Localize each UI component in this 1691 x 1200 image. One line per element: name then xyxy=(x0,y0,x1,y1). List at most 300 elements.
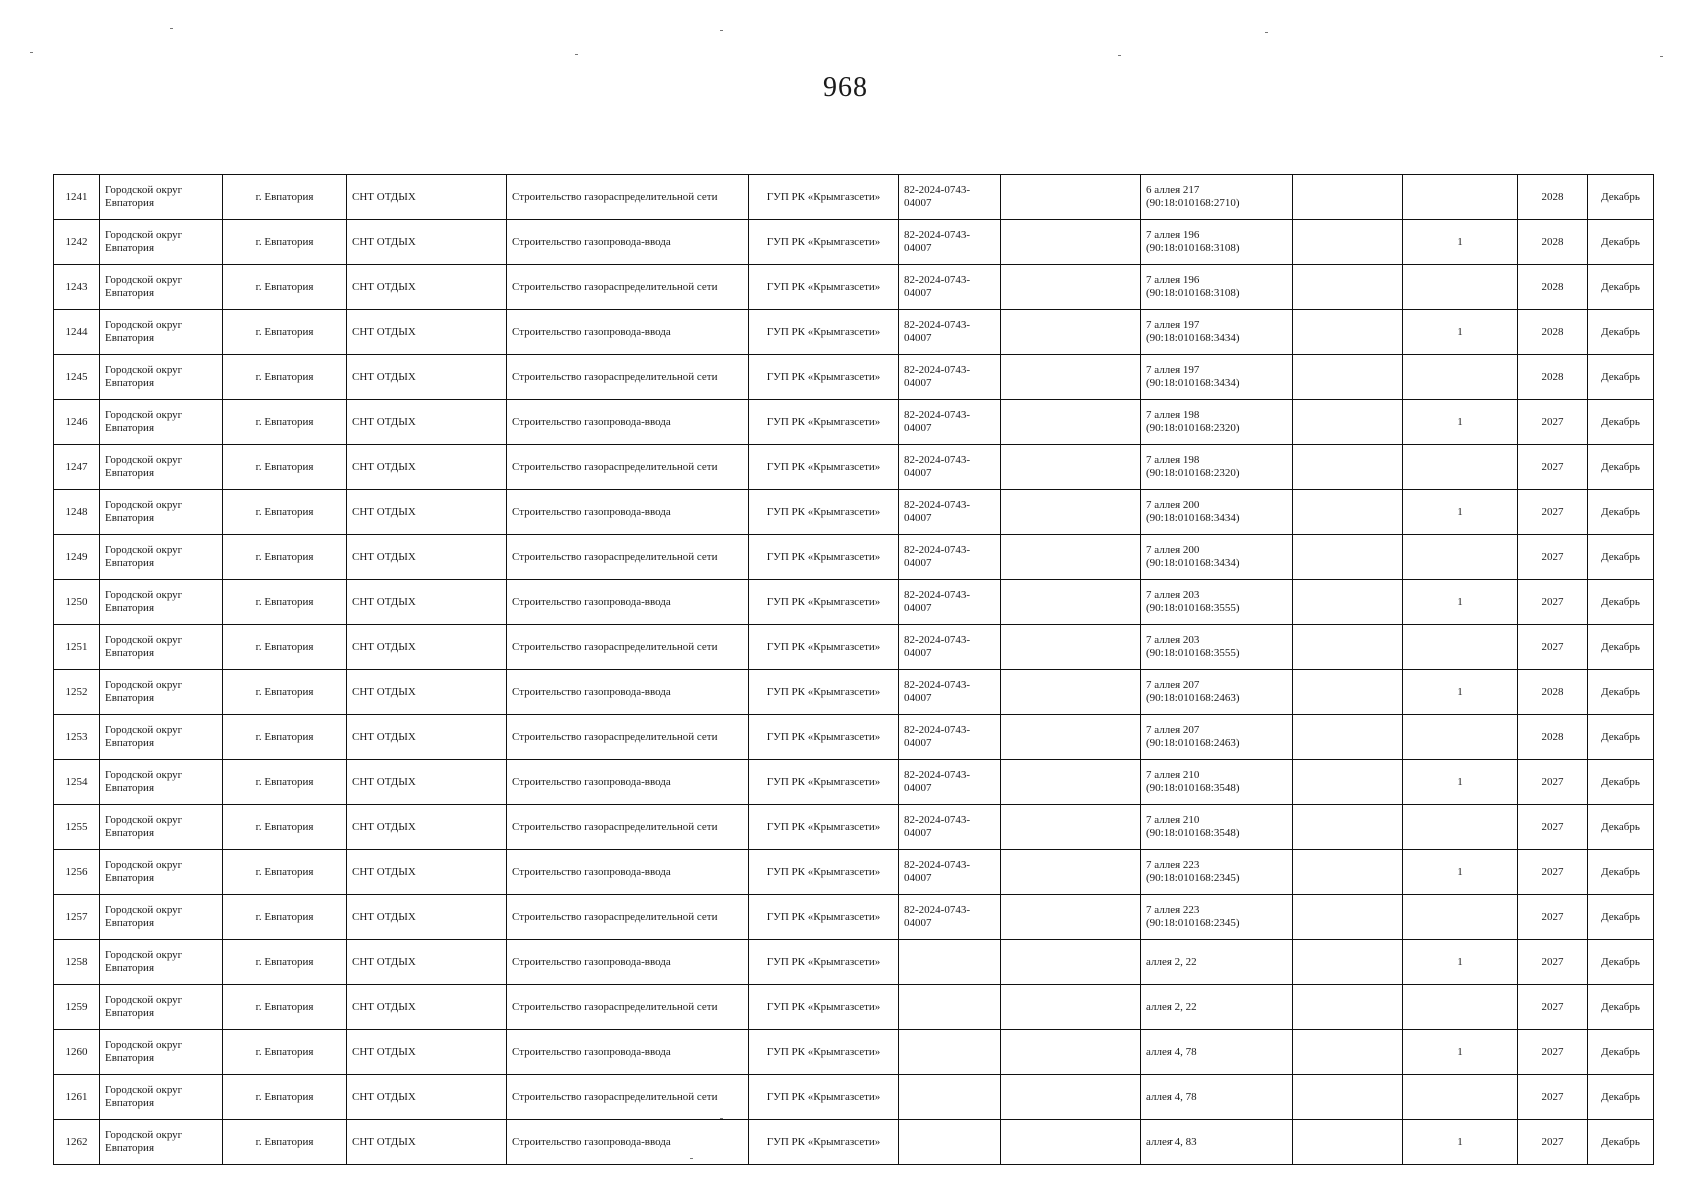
scan-speck xyxy=(170,28,173,29)
work-type-cell: Строительство газопровода-ввода xyxy=(507,1030,749,1075)
work-type-cell: Строительство газопровода-ввода xyxy=(507,580,749,625)
year-cell: 2027 xyxy=(1518,445,1588,490)
address-cell: 7 аллея 207 (90:18:010168:2463) xyxy=(1141,670,1293,715)
scan-speck xyxy=(30,52,33,53)
empty-cell xyxy=(1293,895,1403,940)
year-cell: 2027 xyxy=(1518,895,1588,940)
organization-cell: ГУП РК «Крымгазсети» xyxy=(749,490,899,535)
row-number-cell: 1255 xyxy=(54,805,100,850)
month-cell: Декабрь xyxy=(1588,220,1654,265)
row-number-cell: 1241 xyxy=(54,175,100,220)
object-cell: СНТ ОТДЫХ xyxy=(347,310,507,355)
organization-cell: ГУП РК «Крымгазсети» xyxy=(749,1075,899,1120)
year-cell: 2027 xyxy=(1518,1030,1588,1075)
empty-cell xyxy=(1293,940,1403,985)
table-row xyxy=(54,985,1654,1030)
district-cell: Городской округ Евпатория xyxy=(100,625,223,670)
program-code-cell: 82-2024-0743-04007 xyxy=(899,715,1001,760)
empty-cell xyxy=(1293,760,1403,805)
locality-cell: г. Евпатория xyxy=(223,1120,347,1165)
object-cell: СНТ ОТДЫХ xyxy=(347,670,507,715)
row-number-cell: 1244 xyxy=(54,310,100,355)
table-row xyxy=(54,1075,1654,1120)
empty-cell xyxy=(1001,580,1141,625)
year-cell: 2028 xyxy=(1518,715,1588,760)
count-cell xyxy=(1403,355,1518,400)
work-type-cell: Строительство газопровода-ввода xyxy=(507,1120,749,1165)
empty-cell xyxy=(1293,805,1403,850)
year-cell: 2027 xyxy=(1518,400,1588,445)
year-cell: 2027 xyxy=(1518,985,1588,1030)
organization-cell: ГУП РК «Крымгазсети» xyxy=(749,760,899,805)
empty-cell xyxy=(1001,760,1141,805)
address-cell: 7 аллея 200 (90:18:010168:3434) xyxy=(1141,490,1293,535)
program-code-cell: 82-2024-0743-04007 xyxy=(899,175,1001,220)
work-type-cell: Строительство газораспределительной сети xyxy=(507,175,749,220)
month-cell: Декабрь xyxy=(1588,940,1654,985)
work-type-cell: Строительство газораспределительной сети xyxy=(507,535,749,580)
work-type-cell: Строительство газопровода-ввода xyxy=(507,850,749,895)
organization-cell: ГУП РК «Крымгазсети» xyxy=(749,445,899,490)
count-cell: 1 xyxy=(1403,670,1518,715)
table-row xyxy=(54,625,1654,670)
row-number-cell: 1245 xyxy=(54,355,100,400)
row-number-cell: 1254 xyxy=(54,760,100,805)
program-code-cell: 82-2024-0743-04007 xyxy=(899,850,1001,895)
district-cell: Городской округ Евпатория xyxy=(100,310,223,355)
district-cell: Городской округ Евпатория xyxy=(100,445,223,490)
year-cell: 2027 xyxy=(1518,535,1588,580)
work-type-cell: Строительство газораспределительной сети xyxy=(507,715,749,760)
month-cell: Декабрь xyxy=(1588,670,1654,715)
month-cell: Декабрь xyxy=(1588,1120,1654,1165)
work-type-cell: Строительство газопровода-ввода xyxy=(507,490,749,535)
scan-speck xyxy=(1118,55,1121,56)
district-cell: Городской округ Евпатория xyxy=(100,670,223,715)
table-row xyxy=(54,1120,1654,1165)
locality-cell: г. Евпатория xyxy=(223,895,347,940)
address-cell: аллея 2, 22 xyxy=(1141,940,1293,985)
district-cell: Городской округ Евпатория xyxy=(100,535,223,580)
row-number-cell: 1242 xyxy=(54,220,100,265)
work-type-cell: Строительство газораспределительной сети xyxy=(507,445,749,490)
work-type-cell: Строительство газораспределительной сети xyxy=(507,985,749,1030)
organization-cell: ГУП РК «Крымгазсети» xyxy=(749,535,899,580)
scan-speck xyxy=(1660,56,1663,57)
month-cell: Декабрь xyxy=(1588,985,1654,1030)
table-row xyxy=(54,175,1654,220)
table-row xyxy=(54,805,1654,850)
year-cell: 2027 xyxy=(1518,760,1588,805)
empty-cell xyxy=(1001,310,1141,355)
locality-cell: г. Евпатория xyxy=(223,625,347,670)
locality-cell: г. Евпатория xyxy=(223,940,347,985)
count-cell xyxy=(1403,625,1518,670)
month-cell: Декабрь xyxy=(1588,175,1654,220)
year-cell: 2028 xyxy=(1518,175,1588,220)
address-cell: аллея 4, 78 xyxy=(1141,1075,1293,1120)
locality-cell: г. Евпатория xyxy=(223,535,347,580)
row-number-cell: 1261 xyxy=(54,1075,100,1120)
program-code-cell: 82-2024-0743-04007 xyxy=(899,445,1001,490)
count-cell: 1 xyxy=(1403,940,1518,985)
table-row xyxy=(54,355,1654,400)
count-cell: 1 xyxy=(1403,850,1518,895)
organization-cell: ГУП РК «Крымгазсети» xyxy=(749,400,899,445)
year-cell: 2027 xyxy=(1518,625,1588,670)
empty-cell xyxy=(1001,400,1141,445)
locality-cell: г. Евпатория xyxy=(223,1030,347,1075)
address-cell: 7 аллея 203 (90:18:010168:3555) xyxy=(1141,625,1293,670)
empty-cell xyxy=(1293,580,1403,625)
empty-cell xyxy=(1293,1120,1403,1165)
empty-cell xyxy=(1001,625,1141,670)
count-cell: 1 xyxy=(1403,490,1518,535)
month-cell: Декабрь xyxy=(1588,445,1654,490)
object-cell: СНТ ОТДЫХ xyxy=(347,940,507,985)
empty-cell xyxy=(1001,265,1141,310)
year-cell: 2027 xyxy=(1518,1075,1588,1120)
organization-cell: ГУП РК «Крымгазсети» xyxy=(749,175,899,220)
object-cell: СНТ ОТДЫХ xyxy=(347,1120,507,1165)
program-code-cell xyxy=(899,985,1001,1030)
registry-body xyxy=(54,175,1654,1165)
program-code-cell: 82-2024-0743-04007 xyxy=(899,355,1001,400)
address-cell: 7 аллея 196 (90:18:010168:3108) xyxy=(1141,265,1293,310)
address-cell: 7 аллея 207 (90:18:010168:2463) xyxy=(1141,715,1293,760)
month-cell: Декабрь xyxy=(1588,1075,1654,1120)
empty-cell xyxy=(1293,265,1403,310)
organization-cell: ГУП РК «Крымгазсети» xyxy=(749,310,899,355)
row-number-cell: 1258 xyxy=(54,940,100,985)
empty-cell xyxy=(1001,175,1141,220)
empty-cell xyxy=(1293,715,1403,760)
empty-cell xyxy=(1001,535,1141,580)
year-cell: 2027 xyxy=(1518,490,1588,535)
work-type-cell: Строительство газораспределительной сети xyxy=(507,1075,749,1120)
district-cell: Городской округ Евпатория xyxy=(100,220,223,265)
object-cell: СНТ ОТДЫХ xyxy=(347,805,507,850)
month-cell: Декабрь xyxy=(1588,535,1654,580)
row-number-cell: 1259 xyxy=(54,985,100,1030)
object-cell: СНТ ОТДЫХ xyxy=(347,580,507,625)
district-cell: Городской округ Евпатория xyxy=(100,850,223,895)
table-row xyxy=(54,490,1654,535)
district-cell: Городской округ Евпатория xyxy=(100,355,223,400)
count-cell xyxy=(1403,715,1518,760)
month-cell: Декабрь xyxy=(1588,265,1654,310)
work-type-cell: Строительство газопровода-ввода xyxy=(507,310,749,355)
address-cell: 7 аллея 198 (90:18:010168:2320) xyxy=(1141,400,1293,445)
work-type-cell: Строительство газораспределительной сети xyxy=(507,895,749,940)
work-type-cell: Строительство газопровода-ввода xyxy=(507,220,749,265)
count-cell xyxy=(1403,985,1518,1030)
program-code-cell: 82-2024-0743-04007 xyxy=(899,490,1001,535)
table-row xyxy=(54,895,1654,940)
table-row xyxy=(54,310,1654,355)
year-cell: 2028 xyxy=(1518,355,1588,400)
address-cell: 7 аллея 223 (90:18:010168:2345) xyxy=(1141,895,1293,940)
empty-cell xyxy=(1293,1075,1403,1120)
row-number-cell: 1253 xyxy=(54,715,100,760)
object-cell: СНТ ОТДЫХ xyxy=(347,400,507,445)
object-cell: СНТ ОТДЫХ xyxy=(347,1030,507,1075)
row-number-cell: 1257 xyxy=(54,895,100,940)
locality-cell: г. Евпатория xyxy=(223,715,347,760)
work-type-cell: Строительство газопровода-ввода xyxy=(507,940,749,985)
object-cell: СНТ ОТДЫХ xyxy=(347,535,507,580)
month-cell: Декабрь xyxy=(1588,490,1654,535)
object-cell: СНТ ОТДЫХ xyxy=(347,715,507,760)
program-code-cell: 82-2024-0743-04007 xyxy=(899,220,1001,265)
work-type-cell: Строительство газопровода-ввода xyxy=(507,670,749,715)
object-cell: СНТ ОТДЫХ xyxy=(347,265,507,310)
scan-speck xyxy=(1265,32,1268,33)
empty-cell xyxy=(1293,400,1403,445)
object-cell: СНТ ОТДЫХ xyxy=(347,895,507,940)
program-code-cell xyxy=(899,940,1001,985)
program-code-cell: 82-2024-0743-04007 xyxy=(899,265,1001,310)
program-code-cell: 82-2024-0743-04007 xyxy=(899,400,1001,445)
month-cell: Декабрь xyxy=(1588,400,1654,445)
table-row xyxy=(54,580,1654,625)
row-number-cell: 1249 xyxy=(54,535,100,580)
locality-cell: г. Евпатория xyxy=(223,580,347,625)
address-cell: 7 аллея 197 (90:18:010168:3434) xyxy=(1141,355,1293,400)
locality-cell: г. Евпатория xyxy=(223,490,347,535)
empty-cell xyxy=(1293,220,1403,265)
empty-cell xyxy=(1293,985,1403,1030)
object-cell: СНТ ОТДЫХ xyxy=(347,985,507,1030)
work-type-cell: Строительство газораспределительной сети xyxy=(507,355,749,400)
locality-cell: г. Евпатория xyxy=(223,670,347,715)
empty-cell xyxy=(1293,310,1403,355)
program-code-cell xyxy=(899,1075,1001,1120)
locality-cell: г. Евпатория xyxy=(223,850,347,895)
empty-cell xyxy=(1293,625,1403,670)
row-number-cell: 1247 xyxy=(54,445,100,490)
district-cell: Городской округ Евпатория xyxy=(100,265,223,310)
program-code-cell: 82-2024-0743-04007 xyxy=(899,895,1001,940)
count-cell: 1 xyxy=(1403,1120,1518,1165)
object-cell: СНТ ОТДЫХ xyxy=(347,760,507,805)
district-cell: Городской округ Евпатория xyxy=(100,175,223,220)
organization-cell: ГУП РК «Крымгазсети» xyxy=(749,850,899,895)
year-cell: 2028 xyxy=(1518,310,1588,355)
month-cell: Декабрь xyxy=(1588,805,1654,850)
empty-cell xyxy=(1001,715,1141,760)
locality-cell: г. Евпатория xyxy=(223,310,347,355)
empty-cell xyxy=(1293,490,1403,535)
month-cell: Декабрь xyxy=(1588,625,1654,670)
year-cell: 2027 xyxy=(1518,1120,1588,1165)
empty-cell xyxy=(1001,1120,1141,1165)
organization-cell: ГУП РК «Крымгазсети» xyxy=(749,625,899,670)
count-cell: 1 xyxy=(1403,400,1518,445)
count-cell: 1 xyxy=(1403,760,1518,805)
year-cell: 2027 xyxy=(1518,940,1588,985)
month-cell: Декабрь xyxy=(1588,310,1654,355)
empty-cell xyxy=(1001,490,1141,535)
address-cell: 7 аллея 196 (90:18:010168:3108) xyxy=(1141,220,1293,265)
row-number-cell: 1250 xyxy=(54,580,100,625)
year-cell: 2028 xyxy=(1518,220,1588,265)
count-cell xyxy=(1403,265,1518,310)
locality-cell: г. Евпатория xyxy=(223,355,347,400)
work-type-cell: Строительство газопровода-ввода xyxy=(507,400,749,445)
address-cell: 7 аллея 210 (90:18:010168:3548) xyxy=(1141,760,1293,805)
count-cell: 1 xyxy=(1403,310,1518,355)
empty-cell xyxy=(1001,985,1141,1030)
month-cell: Декабрь xyxy=(1588,355,1654,400)
table-row xyxy=(54,400,1654,445)
organization-cell: ГУП РК «Крымгазсети» xyxy=(749,715,899,760)
count-cell xyxy=(1403,895,1518,940)
program-code-cell: 82-2024-0743-04007 xyxy=(899,625,1001,670)
object-cell: СНТ ОТДЫХ xyxy=(347,445,507,490)
program-code-cell: 82-2024-0743-04007 xyxy=(899,760,1001,805)
count-cell xyxy=(1403,175,1518,220)
locality-cell: г. Евпатория xyxy=(223,805,347,850)
address-cell: 7 аллея 197 (90:18:010168:3434) xyxy=(1141,310,1293,355)
year-cell: 2027 xyxy=(1518,580,1588,625)
object-cell: СНТ ОТДЫХ xyxy=(347,490,507,535)
district-cell: Городской округ Евпатория xyxy=(100,1030,223,1075)
locality-cell: г. Евпатория xyxy=(223,985,347,1030)
address-cell: аллея 2, 22 xyxy=(1141,985,1293,1030)
count-cell: 1 xyxy=(1403,580,1518,625)
row-number-cell: 1260 xyxy=(54,1030,100,1075)
empty-cell xyxy=(1001,670,1141,715)
scan-speck xyxy=(575,54,578,55)
program-code-cell: 82-2024-0743-04007 xyxy=(899,535,1001,580)
month-cell: Декабрь xyxy=(1588,715,1654,760)
program-code-cell: 82-2024-0743-04007 xyxy=(899,670,1001,715)
year-cell: 2027 xyxy=(1518,850,1588,895)
organization-cell: ГУП РК «Крымгазсети» xyxy=(749,355,899,400)
address-cell: аллея 4, 83 xyxy=(1141,1120,1293,1165)
empty-cell xyxy=(1293,445,1403,490)
object-cell: СНТ ОТДЫХ xyxy=(347,175,507,220)
district-cell: Городской округ Евпатория xyxy=(100,895,223,940)
empty-cell xyxy=(1293,670,1403,715)
program-code-cell: 82-2024-0743-04007 xyxy=(899,805,1001,850)
empty-cell xyxy=(1001,895,1141,940)
empty-cell xyxy=(1001,445,1141,490)
row-number-cell: 1256 xyxy=(54,850,100,895)
object-cell: СНТ ОТДЫХ xyxy=(347,850,507,895)
empty-cell xyxy=(1293,355,1403,400)
empty-cell xyxy=(1001,850,1141,895)
count-cell: 1 xyxy=(1403,220,1518,265)
count-cell xyxy=(1403,445,1518,490)
count-cell xyxy=(1403,1075,1518,1120)
month-cell: Декабрь xyxy=(1588,895,1654,940)
work-type-cell: Строительство газораспределительной сети xyxy=(507,805,749,850)
empty-cell xyxy=(1001,220,1141,265)
address-cell: 7 аллея 200 (90:18:010168:3434) xyxy=(1141,535,1293,580)
row-number-cell: 1248 xyxy=(54,490,100,535)
work-type-cell: Строительство газопровода-ввода xyxy=(507,760,749,805)
table-row xyxy=(54,1030,1654,1075)
locality-cell: г. Евпатория xyxy=(223,400,347,445)
table-row xyxy=(54,940,1654,985)
district-cell: Городской округ Евпатория xyxy=(100,715,223,760)
program-code-cell: 82-2024-0743-04007 xyxy=(899,310,1001,355)
address-cell: 7 аллея 203 (90:18:010168:3555) xyxy=(1141,580,1293,625)
organization-cell: ГУП РК «Крымгазсети» xyxy=(749,220,899,265)
empty-cell xyxy=(1293,175,1403,220)
object-cell: СНТ ОТДЫХ xyxy=(347,355,507,400)
address-cell: 7 аллея 198 (90:18:010168:2320) xyxy=(1141,445,1293,490)
row-number-cell: 1262 xyxy=(54,1120,100,1165)
month-cell: Декабрь xyxy=(1588,1030,1654,1075)
count-cell: 1 xyxy=(1403,1030,1518,1075)
table-row xyxy=(54,670,1654,715)
district-cell: Городской округ Евпатория xyxy=(100,940,223,985)
organization-cell: ГУП РК «Крымгазсети» xyxy=(749,985,899,1030)
organization-cell: ГУП РК «Крымгазсети» xyxy=(749,265,899,310)
count-cell xyxy=(1403,535,1518,580)
table-row xyxy=(54,760,1654,805)
empty-cell xyxy=(1001,1030,1141,1075)
district-cell: Городской округ Евпатория xyxy=(100,490,223,535)
empty-cell xyxy=(1001,940,1141,985)
district-cell: Городской округ Евпатория xyxy=(100,760,223,805)
scan-speck xyxy=(720,30,723,31)
organization-cell: ГУП РК «Крымгазсети» xyxy=(749,1120,899,1165)
program-code-cell xyxy=(899,1120,1001,1165)
month-cell: Декабрь xyxy=(1588,850,1654,895)
address-cell: 7 аллея 210 (90:18:010168:3548) xyxy=(1141,805,1293,850)
empty-cell xyxy=(1001,355,1141,400)
table-row xyxy=(54,265,1654,310)
row-number-cell: 1246 xyxy=(54,400,100,445)
table-row xyxy=(54,715,1654,760)
object-cell: СНТ ОТДЫХ xyxy=(347,625,507,670)
empty-cell xyxy=(1001,1075,1141,1120)
locality-cell: г. Евпатория xyxy=(223,445,347,490)
district-cell: Городской округ Евпатория xyxy=(100,400,223,445)
work-type-cell: Строительство газораспределительной сети xyxy=(507,625,749,670)
empty-cell xyxy=(1293,1030,1403,1075)
district-cell: Городской округ Евпатория xyxy=(100,580,223,625)
program-code-cell: 82-2024-0743-04007 xyxy=(899,580,1001,625)
empty-cell xyxy=(1293,535,1403,580)
page-number: 968 xyxy=(823,72,868,103)
locality-cell: г. Евпатория xyxy=(223,1075,347,1120)
locality-cell: г. Евпатория xyxy=(223,220,347,265)
organization-cell: ГУП РК «Крымгазсети» xyxy=(749,670,899,715)
object-cell: СНТ ОТДЫХ xyxy=(347,220,507,265)
organization-cell: ГУП РК «Крымгазсети» xyxy=(749,1030,899,1075)
address-cell: 6 аллея 217 (90:18:010168:2710) xyxy=(1141,175,1293,220)
row-number-cell: 1251 xyxy=(54,625,100,670)
table-row xyxy=(54,850,1654,895)
empty-cell xyxy=(1293,850,1403,895)
table-row xyxy=(54,220,1654,265)
year-cell: 2028 xyxy=(1518,670,1588,715)
district-cell: Городской округ Евпатория xyxy=(100,985,223,1030)
object-cell: СНТ ОТДЫХ xyxy=(347,1075,507,1120)
month-cell: Декабрь xyxy=(1588,760,1654,805)
address-cell: аллея 4, 78 xyxy=(1141,1030,1293,1075)
organization-cell: ГУП РК «Крымгазсети» xyxy=(749,940,899,985)
empty-cell xyxy=(1001,805,1141,850)
district-cell: Городской округ Евпатория xyxy=(100,1075,223,1120)
work-type-cell: Строительство газораспределительной сети xyxy=(507,265,749,310)
registry-table xyxy=(53,174,1654,1165)
